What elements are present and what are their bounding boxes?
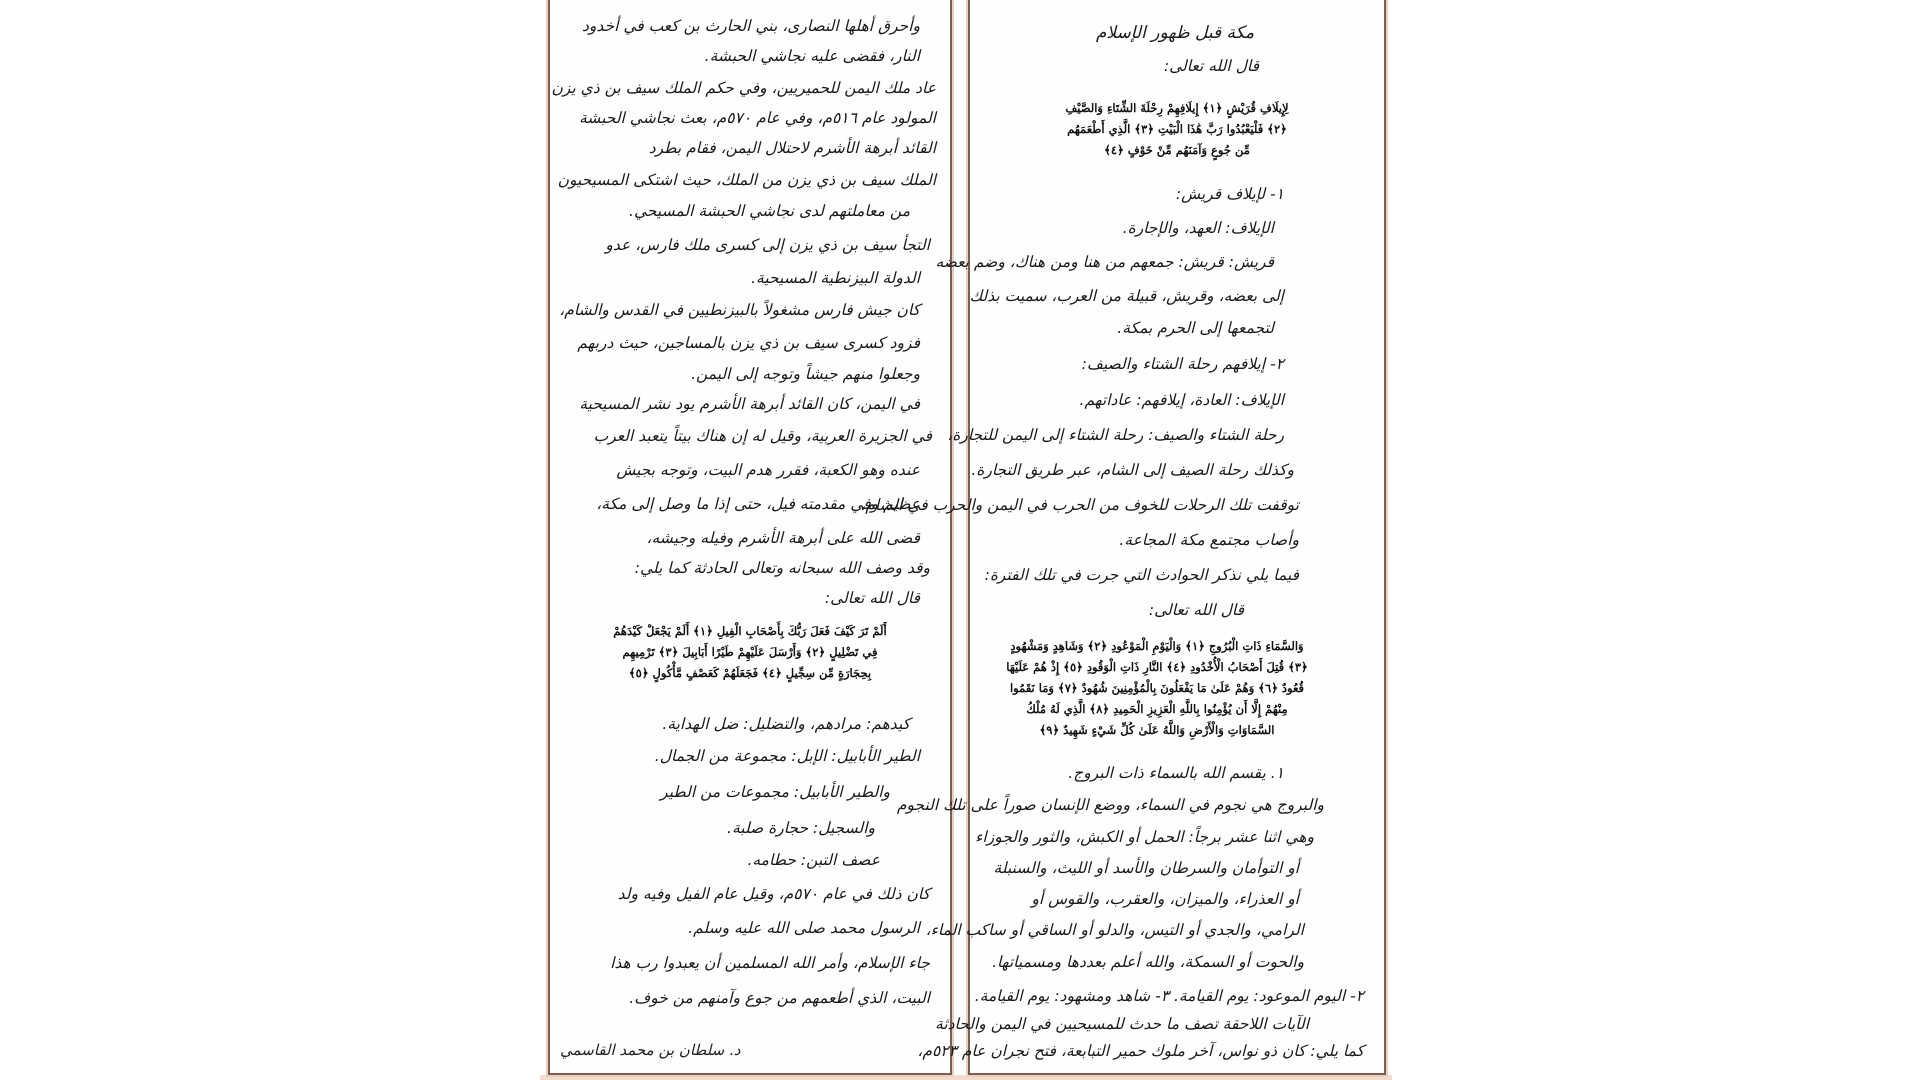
text-line: النار، فقضى عليه نجاشي الحبشة. [704, 47, 920, 65]
text-line: جاء الإسلام، وأمر الله المسلمين أن يعبدوا رب هذا [610, 954, 930, 972]
section-heading: ١- لإيلاف قريش: [1175, 185, 1284, 203]
quran-verses-quraysh [970, 98, 1384, 161]
text-line: في الجزيرة العربية، وقيل له إن هناك بيتاً يتعبد العرب [593, 427, 932, 445]
section-heading: ٢- إيلافهم رحلة الشتاء والصيف: [1081, 355, 1284, 373]
text-line: كما يلي: كان ذو نواس، آخر ملوك حمير التبابعة، فتح نجران عام ٥٢٣م، [917, 1042, 1364, 1060]
text-line: قريش: قريش: جمعهم من هنا ومن هناك، وضم بعضه [935, 253, 1274, 271]
text-line: فزود كسرى سيف بن ذي يزن بالمساجين، حيث دربهم [577, 334, 920, 352]
text-line: رحلة الشتاء والصيف: رحلة الشتاء إلى اليمن للتجارة، [947, 426, 1284, 444]
page-title: مكة قبل ظهور الإسلام [1095, 23, 1255, 43]
text-line: كان ذلك في عام ٥٧٠م، وقيل عام الفيل وفيه ولد [617, 885, 930, 903]
text-line: والبروج هي نجوم في السماء، ووضع الإنسان صوراً على تلك النجوم [896, 796, 1324, 814]
text-line: كان جيش فارس مشغولاً بالبيزنطيين في القدس والشام، [559, 301, 920, 319]
text-line: قال الله تعالى: [1163, 57, 1259, 75]
quran-line: مِّن جُوعٍ وَآمَنَهُم مِّنْ خَوْفٍ ﴿٤﴾ [1104, 143, 1250, 157]
text-line: والسجيل: حجارة صلبة. [727, 819, 875, 837]
text-line: من معاملتهم لدى نجاشي الحبشة المسيحي. [629, 202, 910, 220]
right-page [860, 0, 1386, 1075]
quran-line: بِحِجَارَةٍ مِّن سِجِّيلٍ ﴿٤﴾ فَجَعَلَهُمْ كَعَصْفٍ مَّأْكُولٍ ﴿٥﴾ [628, 666, 872, 680]
text-line: إلى بعضه، وقريش، قبيلة من العرب، سميت بذلك [969, 287, 1284, 305]
text-line: أو العذراء، والميزان، والعقرب، والقوس أو [1031, 890, 1299, 908]
text-line: لتجمعها إلى الحرم بمكة. [1117, 319, 1274, 337]
text-line: عنده وهو الكعبة، فقرر هدم البيت، وتوجه بجيش [616, 461, 920, 479]
text-line: الرسول محمد صلى الله عليه وسلم. [688, 919, 920, 937]
text-line: والحوت أو السمكة، والله أعلم بعددها ومسمياتها. [992, 953, 1304, 971]
text-line: الطير الأبابيل: الإبل: مجموعة من الجمال. [654, 747, 920, 765]
text-line: الآيات اللاحقة تصف ما حدث للمسيحيين في اليمن والحادثة [935, 1015, 1309, 1033]
text-line: الإيلاف: العادة، إيلافهم: عاداتهم. [1079, 391, 1284, 409]
text-line: الملك سيف بن ذي يزن من الملك، حيث اشتكى المسيحيون [557, 171, 936, 189]
quran-verses-al-fil [550, 621, 950, 684]
text-line: وأحرق أهلها النصارى، بني الحارث بن كعب في أخدود [581, 17, 920, 35]
text-line: ٢- اليوم الموعود: يوم القيامة. ٣- شاهد ومشهود: يوم القيامة. [974, 987, 1364, 1005]
text-line: البيت، الذي أطعمهم من جوع وآمنهم من خوف. [629, 989, 930, 1007]
text-line: وهي اثنا عشر برجاً: الحمل أو الكبش، والثور والجوزاء [975, 828, 1314, 846]
quran-verses-al-buruj [930, 636, 1384, 741]
left-page [548, 0, 952, 1075]
text-line: المولود عام ٥١٦م، وفي عام ٥٧٠م، بعث نجاشي الحبشة [579, 109, 936, 127]
text-line: الدولة البيزنطية المسيحية. [751, 269, 920, 287]
text-line: قال الله تعالى: [1148, 601, 1244, 619]
text-line: وأصاب مجتمع مكة المجاعة. [1119, 531, 1299, 549]
text-line: عصف التبن: حطامه. [747, 851, 880, 869]
text-line: فيما يلي نذكر الحوادث التي جرت في تلك الفترة: [984, 566, 1299, 584]
section-heading: ١. يقسم الله بالسماء ذات البروج. [1068, 764, 1284, 782]
text-line: توقفت تلك الرحلات للخوف من الحرب في اليمن والحرب في الشام، [860, 496, 1299, 514]
author-signature: د. سلطان بن محمد القاسمي [560, 1041, 741, 1059]
text-line: في اليمن، كان القائد أبرهة الأشرم يود نشر المسيحية [579, 395, 920, 413]
text-line: عاد ملك اليمن للحميريين، وفي حكم الملك سيف بن ذي يزن [551, 79, 936, 97]
quran-line: ﴿٣﴾ قُتِلَ أَصْحَابُ الْأُخْدُودِ ﴿٤﴾ النَّارِ ذَاتِ الْوَقُودِ ﴿٥﴾ إِذْ هُمْ عَلَيْهَا [1006, 660, 1308, 674]
text-line: قال الله تعالى: [824, 589, 920, 607]
text-line: وقد وصف الله سبحانه وتعالى الحادثة كما يلي: [634, 559, 930, 577]
quran-line: السَّمَاوَاتِ وَالْأَرْضِ وَاللَّهُ عَلَىٰ كُلِّ شَيْءٍ شَهِيدٌ ﴿٩﴾ [1039, 723, 1275, 737]
text-line: التجأ سيف بن ذي يزن إلى كسرى ملك فارس، عدو [605, 236, 930, 254]
quran-line: أَلَمْ تَرَ كَيْفَ فَعَلَ رَبُّكَ بِأَصْحَابِ الْفِيلِ ﴿١﴾ أَلَمْ يَجْعَلْ كَيْدَهُمْ [613, 624, 887, 638]
text-line: القائد أبرهة الأشرم لاحتلال اليمن، فقام بطرد [648, 139, 936, 157]
text-line: الرامي، والجدي أو التيس، والدلو أو الساقي أو ساكب الماء، [925, 921, 1304, 939]
text-line: وكذلك رحلة الصيف إلى الشام، عبر طريق التجارة. [971, 461, 1294, 479]
text-line: قضى الله على أبرهة الأشرم وفيله وجيشه، [646, 529, 920, 547]
text-line: وجعلوا منهم جيشاً وتوجه إلى اليمن. [691, 365, 920, 383]
text-line: الإيلاف: العهد، والإجارة. [1122, 219, 1274, 237]
quran-line: فِي تَضْلِيلٍ ﴿٢﴾ وَأَرْسَلَ عَلَيْهِمْ طَيْرًا أَبَابِيلَ ﴿٣﴾ تَرْمِيهِم [622, 645, 878, 659]
quran-line: قُعُودٌ ﴿٦﴾ وَهُمْ عَلَىٰ مَا يَفْعَلُونَ بِالْمُؤْمِنِينَ شُهُودٌ ﴿٧﴾ وَمَا نَقَمُوا [1009, 681, 1305, 695]
page-background-strip [540, 1075, 1392, 1080]
text-line: عظيم وفي مقدمته فيل، حتى إذا ما وصل إلى مكة، [596, 495, 920, 513]
text-line: أو التوأمان والسرطان والأسد أو الليث، والسنبلة [993, 859, 1299, 877]
quran-line: وَالسَّمَاءِ ذَاتِ الْبُرُوجِ ﴿١﴾ وَالْيَوْمِ الْمَوْعُودِ ﴿٢﴾ وَشَاهِدٍ وَمَشْهُودٍ [1010, 639, 1304, 653]
quran-line: لِإِيلَافِ قُرَيْشٍ ﴿١﴾ إِيلَافِهِمْ رِحْلَةَ الشِّتَاءِ وَالصَّيْفِ [1065, 101, 1289, 115]
text-line: والطير الأبابيل: مجموعات من الطير [660, 783, 890, 801]
text-line: كيدهم: مرادهم، والتضليل: ضل الهداية. [662, 715, 910, 733]
quran-line: مِنْهُمْ إِلَّا أَن يُؤْمِنُوا بِاللَّهِ الْعَزِيزِ الْحَمِيدِ ﴿٨﴾ الَّذِي لَهُ مُلْكُ [1026, 702, 1288, 716]
quran-line: ﴿٢﴾ فَلْيَعْبُدُوا رَبَّ هَٰذَا الْبَيْتِ ﴿٣﴾ الَّذِي أَطْعَمَهُم [1067, 122, 1287, 136]
